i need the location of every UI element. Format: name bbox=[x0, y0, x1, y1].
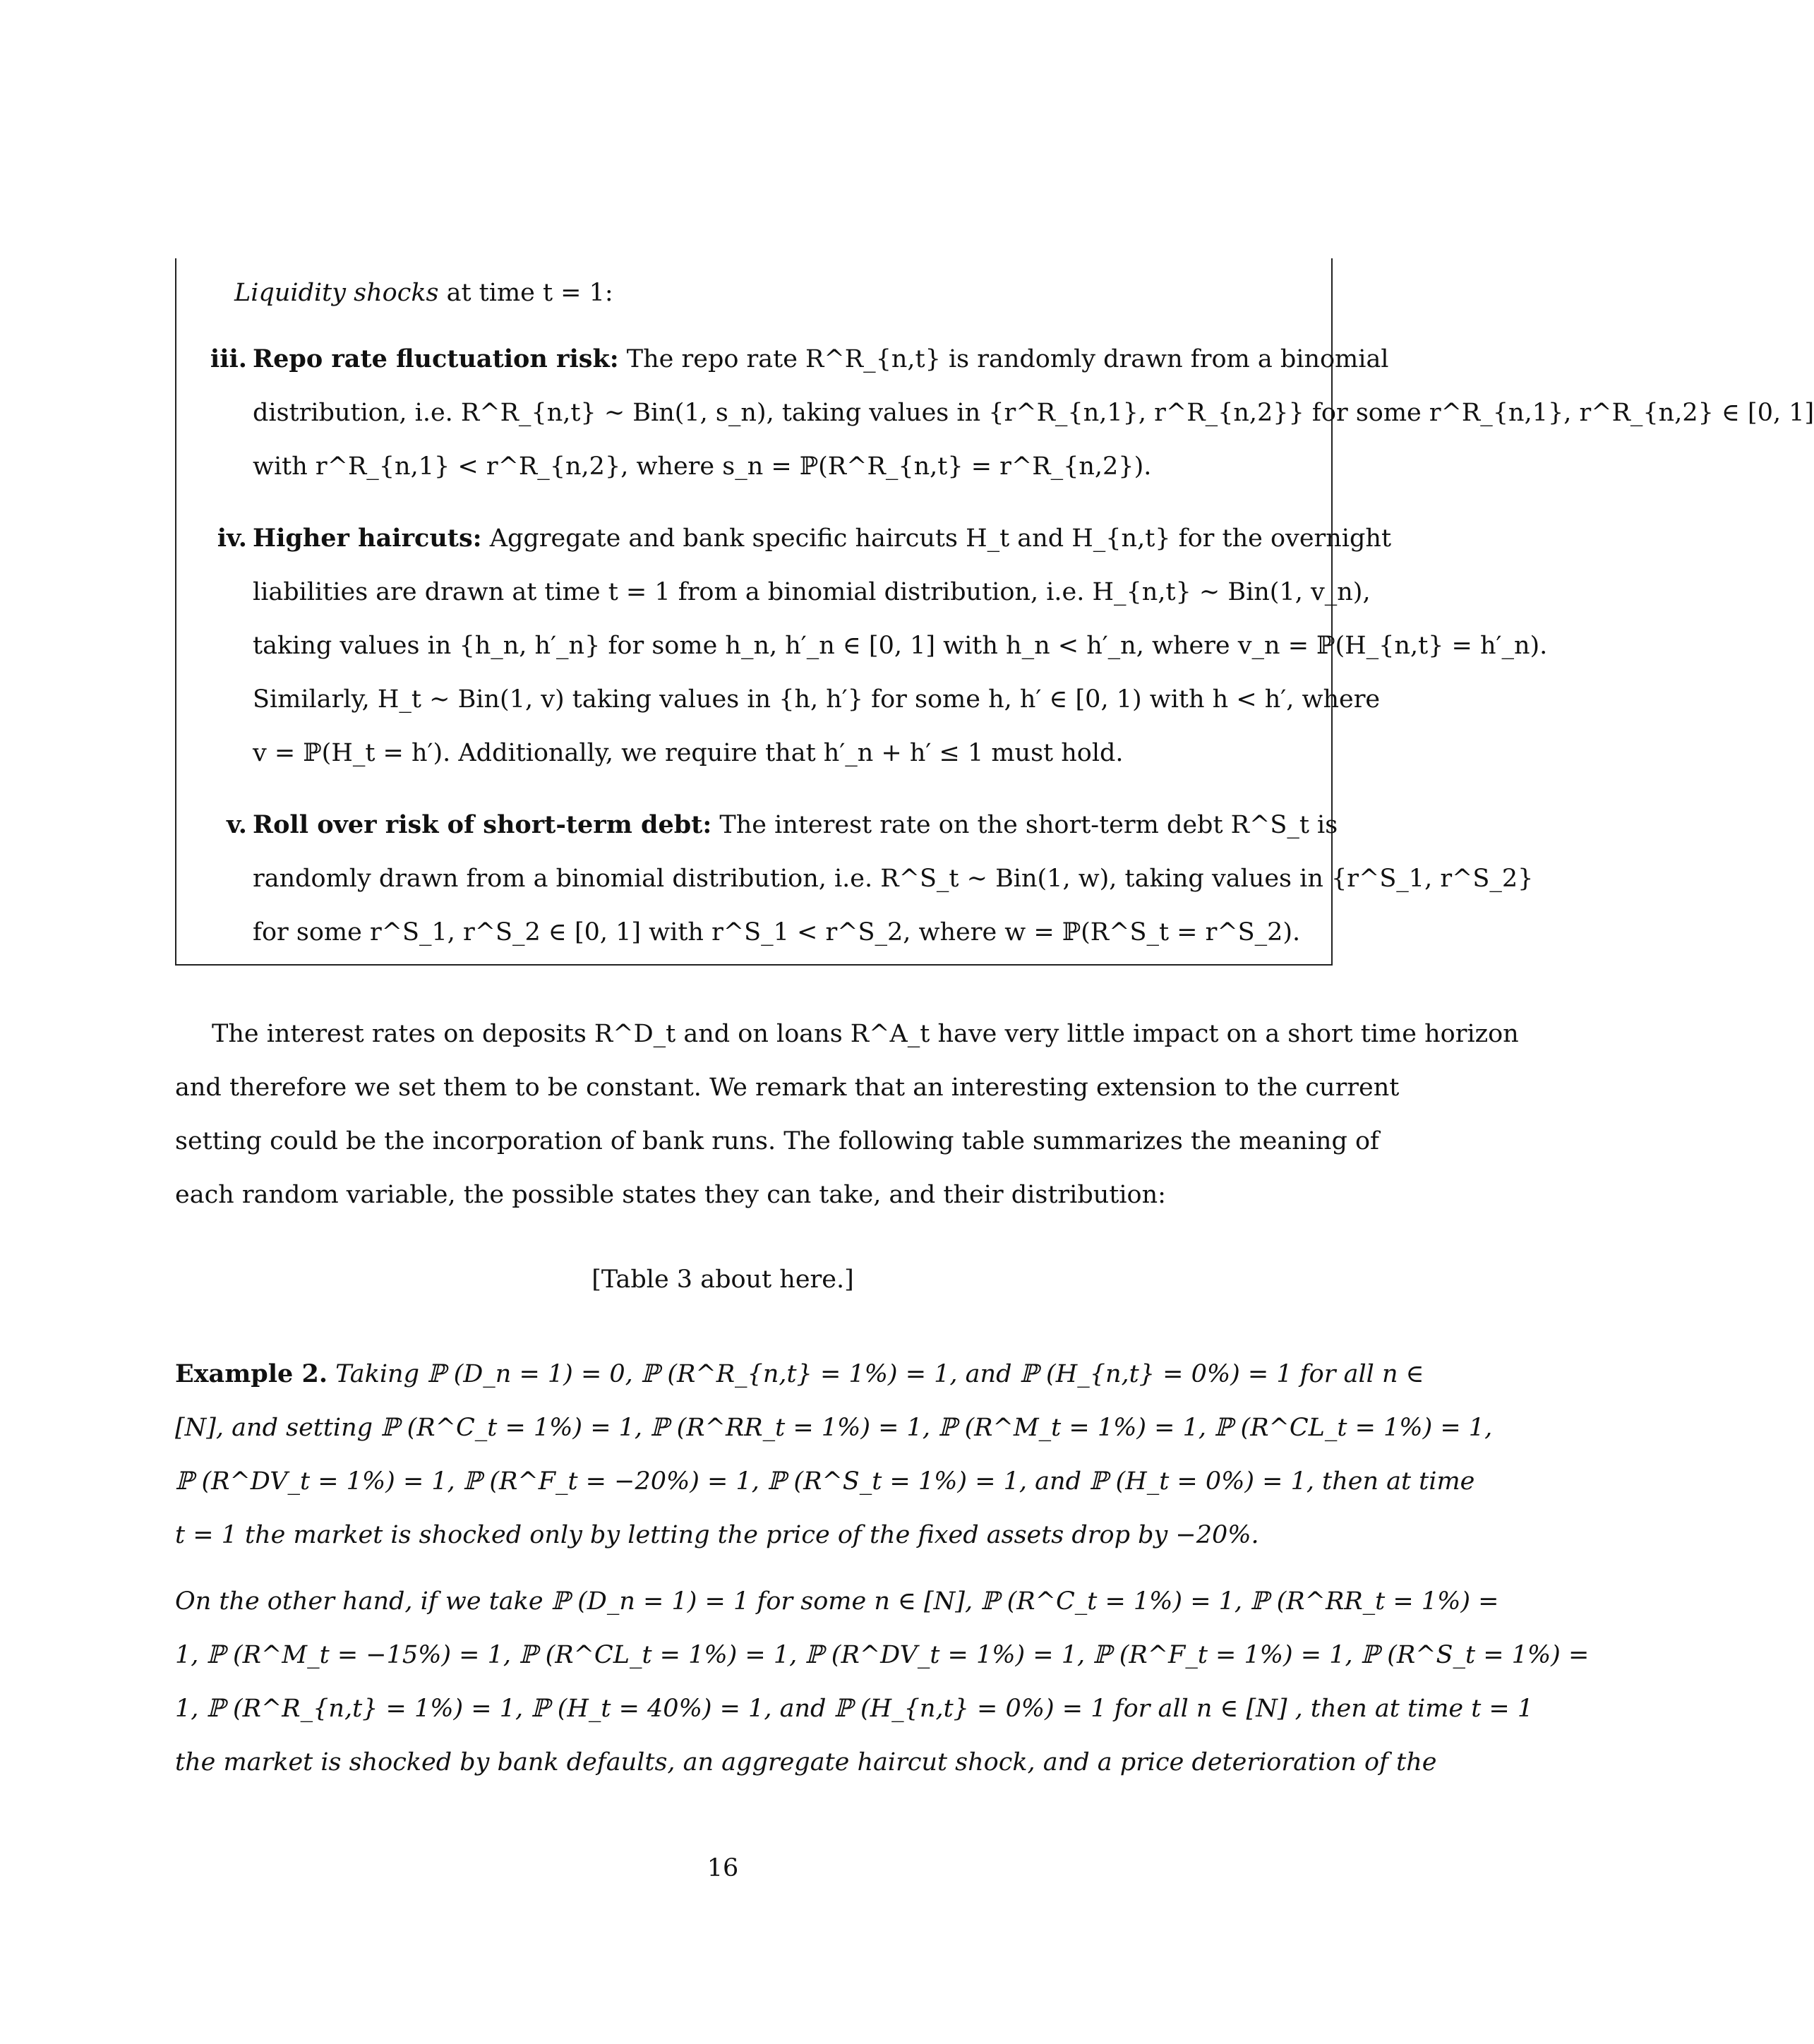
example-line-3: ℙ (R^DV_t = 1%) = 1, ℙ (R^F_t = −20%) = 1, ℙ (R^S_t = 1%) = 1, and ℙ (H_t = 0%) = 1, then at time bbox=[175, 1467, 1475, 1496]
item-v-line-3: for some r^S_1, r^S_2 ∈ [0, 1] with r^S_1 < r^S_2, where w = ℙ(R^S_t = r^S_2). bbox=[253, 918, 1301, 946]
example-p2-line-2: 1, ℙ (R^M_t = −15%) = 1, ℙ (R^CL_t = 1%) = 1, ℙ (R^DV_t = 1%) = 1, ℙ (R^F_t = 1%) = 1, ℙ (R^S_t = 1%) = bbox=[175, 1641, 1590, 1669]
item-iv-line-1: Higher haircuts: Aggregate and bank specific haircuts H_t and H_{n,t} for the overnight bbox=[253, 524, 1392, 553]
liquidity-shocks-intro: Liquidity shocks at time t = 1: bbox=[234, 279, 613, 307]
example-line-2: [N], and setting ℙ (R^C_t = 1%) = 1, ℙ (R^RR_t = 1%) = 1, ℙ (R^M_t = 1%) = 1, ℙ (R^CL_t = 1%) = 1, bbox=[175, 1414, 1493, 1442]
item-v-line-2: randomly drawn from a binomial distribution, i.e. R^S_t ∼ Bin(1, w), taking values in {r^S_1, r^S_2} bbox=[253, 865, 1534, 893]
item-label-iv: iv. bbox=[217, 524, 247, 553]
item-v-line-1: Roll over risk of short-term debt: The interest rate on the short-term debt R^S_t is bbox=[253, 810, 1338, 839]
item-iii-line-2: distribution, i.e. R^R_{n,t} ∼ Bin(1, s_n), taking values in {r^R_{n,1}, r^R_{n,2}} for some r^R_{n,1}, r^R_{n,2} ∈ [0, 1] bbox=[253, 399, 1814, 427]
body-line-1: The interest rates on deposits R^D_t and on loans R^A_t have very little impact on a short time horizon bbox=[212, 1020, 1519, 1048]
item-iv-line-3: taking values in {h_n, h′_n} for some h_n, h′_n ∈ [0, 1] with h_n < h′_n, where v_n = ℙ(H_{n,t} = h′_n). bbox=[253, 632, 1548, 660]
example-line-4: t = 1 the market is shocked only by letting the price of the fixed assets drop by −20%. bbox=[175, 1521, 1259, 1549]
example-p2-line-4: the market is shocked by bank defaults, an aggregate haircut shock, and a price deterioration of the bbox=[175, 1748, 1437, 1777]
item-label-v: v. bbox=[226, 810, 247, 839]
body-line-4: each random variable, the possible states they can take, and their distribution: bbox=[175, 1181, 1166, 1209]
example-line-1: Example 2. Taking ℙ (D_n = 1) = 0, ℙ (R^R_{n,t} = 1%) = 1, and ℙ (H_{n,t} = 0%) = 1 for all n ∈ bbox=[175, 1359, 1424, 1388]
item-label-iii: iii. bbox=[210, 344, 247, 373]
table-placeholder: [Table 3 about here.] bbox=[591, 1266, 854, 1294]
item-iv-line-5: v = ℙ(H_t = h′). Additionally, we require that h′_n + h′ ≤ 1 must hold. bbox=[253, 739, 1124, 767]
item-iii-line-3: with r^R_{n,1} < r^R_{n,2}, where s_n = ℙ(R^R_{n,t} = r^R_{n,2}). bbox=[253, 452, 1152, 481]
example-p2-line-1: On the other hand, if we take ℙ (D_n = 1) = 1 for some n ∈ [N], ℙ (R^C_t = 1%) = 1, ℙ (R^RR_t = 1%) = bbox=[175, 1587, 1499, 1616]
item-iv-line-4: Similarly, H_t ∼ Bin(1, v) taking values in {h, h′} for some h, h′ ∈ [0, 1) with h < h′, where bbox=[253, 685, 1381, 714]
body-line-2: and therefore we set them to be constant. We remark that an interesting extension to the current bbox=[175, 1074, 1400, 1102]
page-number: 16 bbox=[707, 1854, 739, 1882]
item-iv-line-2: liabilities are drawn at time t = 1 from a binomial distribution, i.e. H_{n,t} ∼ Bin(1, v_n), bbox=[253, 578, 1371, 606]
example-p2-line-3: 1, ℙ (R^R_{n,t} = 1%) = 1, ℙ (H_t = 40%) = 1, and ℙ (H_{n,t} = 0%) = 1 for all n ∈ [N] , then at time t = 1 bbox=[175, 1695, 1534, 1723]
item-iii-line-1: Repo rate fluctuation risk: The repo rate R^R_{n,t} is randomly drawn from a binomial bbox=[253, 344, 1389, 373]
body-line-3: setting could be the incorporation of bank runs. The following table summarizes the meaning of bbox=[175, 1127, 1379, 1155]
